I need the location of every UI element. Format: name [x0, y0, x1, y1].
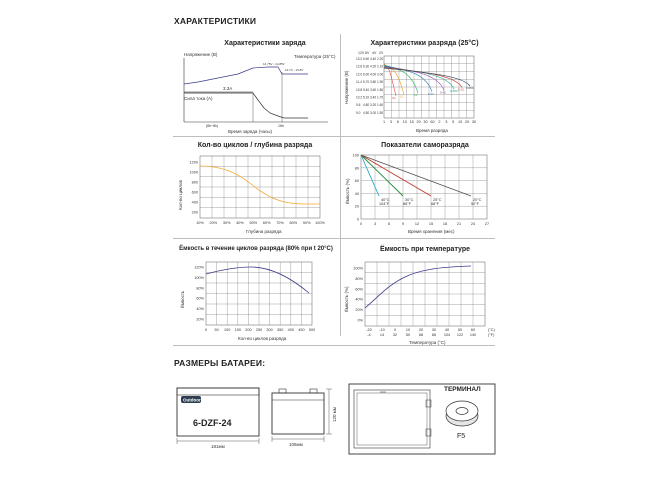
discharge-curve-label: 0.6C [428, 91, 435, 96]
cycle-xlabel: Глубина разряда [246, 229, 282, 234]
x-tick-label: 60% [262, 221, 271, 225]
y-tick-label: 0% [357, 318, 363, 323]
voltage-cell: 5.40 [363, 87, 370, 92]
voltage-cell: 3.00 [370, 110, 377, 115]
y-tick-label: 100% [194, 275, 204, 280]
x-tick-label: 500 [308, 328, 316, 332]
self-discharge-line [361, 155, 471, 196]
x-tick-c: 20 [418, 328, 424, 332]
battery-height: 120 мм [332, 407, 337, 422]
x-tick-label: 18 [442, 222, 448, 226]
self-curve-temp: 30°C [405, 198, 414, 202]
cycle-chart-title: Кол-во циклов / глубина разряда [197, 142, 313, 149]
y-tick-label: 100 [352, 153, 359, 158]
x-tick-label: 5 [452, 120, 455, 124]
voltage-cell: 1.50 [377, 110, 384, 115]
x-tick-label: 2 [438, 120, 441, 124]
discharge-ylabel: Напряжение (В) [344, 70, 349, 104]
y-tick-label: 800 [191, 180, 198, 185]
voltage-cell: 2.00 [377, 72, 384, 77]
x-tick-c: 60 [470, 328, 476, 332]
charge-xlabel: Время заряда (часы) [228, 129, 272, 134]
voltage-cell: 1.80 [377, 87, 384, 92]
x-tick-c: -20 [366, 328, 372, 332]
x-tick-label: 100 [224, 328, 231, 332]
battery-front-view [175, 386, 265, 448]
y-tick-label: 20% [196, 317, 204, 322]
x-tick-label: 60 [430, 120, 435, 124]
self-xlabel: Время хранения (мес) [408, 229, 455, 234]
x-tick-f: 140 [469, 333, 477, 337]
self-curve-temp: 25°C [433, 198, 442, 202]
self-discharge-title: Показатели саморазряда [381, 142, 469, 149]
voltage-cell: 3.80 [370, 80, 377, 85]
voltage-cell: 4.80 [363, 103, 370, 108]
x-tick-label: 27 [484, 222, 490, 226]
y-tick-label: 400 [191, 200, 198, 205]
voltage-cell: 9.6 [356, 103, 361, 108]
x-tick-label: 15 [409, 120, 414, 124]
x-tick-label: 15 [428, 222, 434, 226]
x-tick-label: 6 [396, 120, 399, 124]
y-tick-label: 80% [355, 276, 363, 281]
x-tick-label: 3 [389, 120, 392, 124]
voltage-cell: 4.50 [363, 110, 370, 115]
battery-width: 181мм [211, 444, 225, 449]
charge-x2: 16h [278, 124, 284, 128]
x-tick-label: 50% [249, 221, 258, 225]
cc-curve [206, 267, 309, 293]
x-tick-label: 80% [289, 221, 298, 225]
x-tick-label: 1 [382, 120, 386, 124]
charge-v1-label: 14.75V - 14.85V [263, 62, 285, 66]
discharge-curve-label: 3C [392, 96, 396, 100]
y-tick-label: 600 [191, 190, 198, 195]
self-curve-f: 104°F [379, 202, 390, 206]
x-tick-label: 10 [402, 120, 407, 124]
x-tick-label: 400 [287, 328, 294, 332]
y-tick-label: 80% [196, 286, 204, 291]
voltage-cell: 5.70 [363, 80, 370, 85]
voltage-cell: 11.4 [356, 80, 362, 85]
y-tick-label: 100% [353, 266, 363, 271]
x-tick-c: 50 [457, 328, 463, 332]
voltage-cell: 6.60 [363, 57, 370, 61]
tc-xlabel: Температура (°С) [409, 340, 446, 345]
discharge-chart-title: Характеристики разряда (25°С) [370, 40, 479, 47]
voltage-cell: 2.20 [377, 57, 384, 61]
discharge-curve [384, 68, 470, 86]
self-curve-f: 50°F [471, 202, 480, 206]
x-tick-label: 250 [255, 328, 263, 332]
x-tick-label: 9 [401, 222, 405, 226]
x-tick-label: 40% [236, 221, 244, 225]
voltage-cell: 5.10 [363, 95, 370, 100]
voltage-cell: 3.40 [370, 95, 377, 100]
cycle-capacity-chart [176, 256, 336, 342]
brand-logo: Outdoor [183, 397, 201, 403]
y-tick-label: 60 [354, 179, 359, 184]
y-tick-label: 20 [354, 204, 359, 209]
discharge-curve-label: 0.05C [466, 86, 475, 91]
y-tick-label: 0 [356, 217, 359, 222]
x-tick-label: 20% [209, 221, 218, 225]
self-curve-temp: 40°C [381, 198, 390, 202]
x-tick-c: 40 [444, 328, 450, 332]
temp-capacity-chart [343, 256, 498, 346]
temp-capacity-title: Ёмкость при температуре [379, 246, 471, 253]
dimensions-title: РАЗМЕРЫ БАТАРЕИ: [174, 358, 266, 368]
voltage-cell: 9.0 [356, 110, 361, 115]
self-curve-f: 68°F [431, 202, 440, 206]
battery-length: 105мм [289, 442, 303, 447]
cc-ylabel: Ёмкость [180, 290, 185, 308]
y-tick-label: 60% [196, 296, 204, 301]
y-tick-label: 40% [355, 297, 363, 302]
x-tick-c: 0 [393, 328, 397, 332]
charge-chart-title: Характеристики заряда [224, 40, 306, 47]
charge-v2-label: 13.7V - 13.8V [285, 68, 304, 72]
voltage-cell: 4.20 [370, 64, 377, 69]
y-tick-label: 40% [196, 307, 204, 312]
voltage-cell: 2.10 [377, 64, 384, 69]
discharge-curve-label: 1C [414, 93, 418, 98]
x-tick-label: 300 [266, 328, 273, 332]
grid-divider-vertical [340, 34, 341, 336]
x-tick-f: 86 [431, 333, 437, 337]
characteristics-title: ХАРАКТЕРИСТИКИ [174, 16, 257, 26]
self-ylabel: Ёмкость (%) [345, 178, 350, 204]
x-tick-label: 3 [445, 120, 448, 124]
discharge-curve-label: 0.25C [450, 89, 459, 93]
y-tick-label: 1200 [189, 160, 198, 165]
self-curve-temp: 20°C [473, 198, 482, 202]
tc-ylabel: Ёмкость (%) [344, 286, 349, 312]
cycle-capacity-title: Ёмкость в течение циклов разряда (80% при t 20°C) [179, 246, 333, 252]
x-tick-label: 0 [204, 328, 208, 332]
voltage-cell: 3.20 [370, 103, 377, 108]
x-tick-label: 30 [471, 120, 477, 124]
y-tick-label: 200 [191, 210, 198, 215]
discharge-curve [384, 67, 454, 89]
voltage-cell: 12.6 [356, 64, 363, 69]
x-tick-label: 20 [464, 120, 470, 124]
voltage-cell: 12.0 [356, 72, 363, 77]
x-tick-f: 32 [392, 333, 398, 337]
x-tick-c: 30 [431, 328, 437, 332]
x-tick-label: 30 [423, 120, 428, 124]
y-tick-label: 1000 [189, 170, 198, 175]
charge-current-label: Сила тока (А) [184, 96, 213, 101]
discharge-curve-label: 0.1C [458, 87, 465, 92]
y-tick-label: 60% [355, 287, 363, 292]
charge-temp-label: Температура (25°С) [294, 54, 336, 59]
x-tick-label: 10 [458, 120, 463, 124]
self-discharge-chart [343, 152, 493, 234]
tc-curve [365, 266, 471, 308]
voltage-cell: 1.90 [377, 80, 384, 85]
terminal-icon [440, 396, 490, 432]
x-unit-c: (°С) [488, 328, 495, 332]
discharge-chart [344, 50, 484, 132]
x-tick-label: 12 [414, 222, 420, 226]
voltage-header: 2V [379, 51, 384, 55]
voltage-cell: 6.30 [363, 64, 370, 69]
voltage-cell: 1.60 [377, 103, 384, 108]
y-tick-label: 80 [354, 166, 359, 171]
charge-x1: (8h~8h) [206, 124, 219, 128]
voltage-header: 12V [358, 51, 365, 55]
discharge-xlabel: Время разряда [416, 128, 448, 133]
charge-chart [178, 50, 338, 132]
x-tick-label: 70% [276, 221, 284, 225]
discharge-curve-label: 0.4C [440, 90, 447, 95]
voltage-cell: 10.2 [356, 95, 363, 100]
x-tick-label: 10% [196, 221, 204, 225]
x-tick-label: 50 [214, 328, 219, 332]
x-tick-label: 90% [302, 221, 311, 225]
voltage-header: 6V [365, 51, 370, 55]
charge-current-value: 3.3A [223, 86, 233, 91]
cycle-chart [176, 152, 336, 234]
x-tick-label: 100% [315, 221, 325, 225]
x-tick-c: -10 [379, 328, 385, 332]
discharge-curve [384, 66, 432, 92]
cycle-ylabel: Кол-во циклов [178, 180, 183, 210]
voltage-cell: 3.60 [370, 87, 377, 92]
self-curve-f: 86°F [403, 202, 412, 206]
x-tick-label: 3 [373, 222, 377, 226]
terminal-title: ТЕРМИНАЛ [444, 386, 481, 393]
x-tick-label: 0 [359, 222, 363, 226]
voltage-cell: 6.00 [363, 72, 370, 77]
x-unit-f: (°F) [488, 333, 495, 337]
voltage-header: 4V [372, 51, 377, 55]
voltage-cell: 4.40 [370, 57, 377, 61]
x-tick-f: 14 [379, 333, 385, 337]
x-tick-f: 50 [405, 333, 411, 337]
terminal-type: F5 [457, 433, 466, 440]
cc-xlabel: Кол-во циклов разряда [238, 336, 287, 341]
voltage-cell: 4.00 [370, 72, 377, 77]
charge-voltage-label: Напряжение (В) [184, 52, 218, 57]
voltage-cell: 13.2 [356, 57, 363, 61]
x-tick-label: 30% [222, 221, 231, 225]
x-tick-f: 104 [443, 333, 451, 337]
x-tick-label: 350 [277, 328, 284, 332]
x-tick-label: 450 [298, 328, 305, 332]
x-tick-label: 6 [387, 222, 391, 226]
y-tick-label: 120% [194, 265, 204, 270]
discharge-curve [384, 68, 462, 88]
x-tick-f: 122 [456, 333, 464, 337]
x-tick-label: 200 [245, 328, 252, 332]
x-tick-c: 10 [405, 328, 411, 332]
voltage-cell: 10.8 [356, 87, 363, 92]
x-tick-f: 68 [418, 333, 424, 337]
battery-side-view [270, 384, 340, 448]
x-tick-label: 150 [234, 328, 241, 332]
y-tick-label: 20% [355, 308, 363, 313]
battery-model: 6-DZF-24 [193, 418, 232, 428]
y-tick-label: 40 [354, 191, 359, 196]
grid-divider-h2 [173, 238, 495, 239]
x-tick-label: 24 [470, 222, 476, 226]
voltage-cell: 1.70 [377, 95, 384, 100]
x-tick-label: 21 [456, 222, 462, 226]
discharge-curve-label: 2C [400, 94, 404, 99]
x-tick-f: -4 [367, 333, 371, 337]
x-tick-label: 20 [416, 120, 421, 124]
grid-divider-h1 [173, 136, 495, 137]
self-discharge-line [361, 155, 431, 196]
